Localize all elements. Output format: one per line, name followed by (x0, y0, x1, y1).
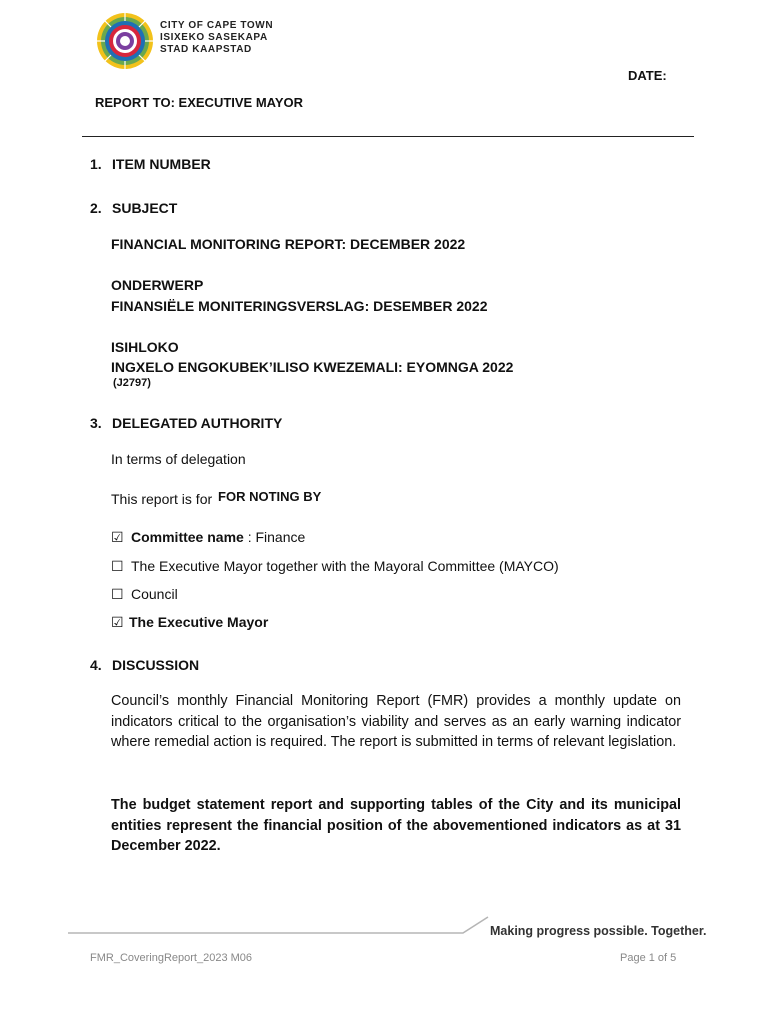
section-discussion-heading (90, 657, 199, 673)
subject-xhosa-heading: ISIHLOKO (111, 339, 179, 355)
logo-line-1: CITY OF CAPE TOWN (160, 20, 274, 31)
section-number: 4. (90, 657, 102, 673)
section-number: 1. (90, 156, 102, 172)
subject-reference: (J2797) (113, 377, 151, 389)
footer-tagline: Making progress possible. Together. (490, 924, 707, 938)
discussion-paragraph-2: The budget statement report and supporting tables of the City and its municipal entities represent the financial position of the abovementioned indicators as at 31 December 2022. (111, 797, 681, 854)
footer-page-number: Page 1 of 5 (620, 952, 677, 964)
section-title: SUBJECT (112, 200, 178, 216)
report-for-prefix: This report is for (111, 491, 213, 507)
checked-box-icon[interactable]: ☑ (111, 614, 124, 630)
footer-document-name: FMR_CoveringReport_2023 M06 (90, 952, 253, 964)
section-title: ITEM NUMBER (112, 156, 211, 172)
section-number: 3. (90, 415, 102, 431)
subject-xhosa: INGXELO ENGOKUBEK’ILISO KWEZEMALI: EYOMNGA 2022 (111, 359, 514, 375)
report-for-line (111, 491, 321, 507)
section-item-number-heading (90, 156, 211, 172)
header-divider (82, 136, 694, 137)
unchecked-box-icon[interactable]: ☐ (111, 558, 124, 574)
report-to: REPORT TO: EXECUTIVE MAYOR (95, 95, 304, 110)
option-council[interactable] (111, 586, 178, 603)
section-number: 2. (90, 200, 102, 216)
option-label: Committee name (131, 529, 244, 545)
option-label: The Executive Mayor (129, 614, 269, 630)
logo-wordmark (160, 20, 273, 56)
subject-english: FINANCIAL MONITORING REPORT: DECEMBER 2022 (111, 236, 466, 252)
checked-box-icon[interactable]: ☑ (111, 529, 124, 545)
date-label: DATE: (628, 68, 667, 83)
option-label: Council (131, 586, 178, 602)
report-for-value: FOR NOTING BY (218, 489, 322, 504)
unchecked-box-icon[interactable]: ☐ (111, 586, 124, 602)
option-mayco[interactable] (111, 558, 559, 575)
option-suffix: : Finance (243, 529, 306, 545)
section-subject-heading (90, 200, 177, 216)
logo-line-3: STAD KAAPSTAD (160, 44, 252, 55)
option-executive-mayor[interactable] (111, 614, 268, 631)
subject-afrikaans-heading: ONDERWERP (111, 277, 204, 293)
logo-line-2: ISIXEKO SASEKAPA (160, 32, 268, 43)
section-title: DISCUSSION (112, 657, 200, 673)
section-title: DELEGATED AUTHORITY (112, 415, 283, 431)
option-committee[interactable] (111, 529, 305, 546)
discussion-paragraph-1: Council’s monthly Financial Monitoring Report (FMR) provides a monthly update on indicators critical to the organisation’s viability and serves as an early warning indicator where remedial action is required. The report is submitted in terms of relevant legislation. (111, 693, 681, 750)
section-delegated-heading (90, 415, 282, 431)
city-of-cape-town-logo (96, 12, 154, 70)
delegation-text: In terms of delegation (111, 451, 246, 467)
option-label: The Executive Mayor together with the Mayoral Committee (MAYCO) (131, 558, 559, 574)
subject-afrikaans: FINANSIËLE MONITERINGSVERSLAG: DESEMBER 2022 (111, 298, 488, 314)
